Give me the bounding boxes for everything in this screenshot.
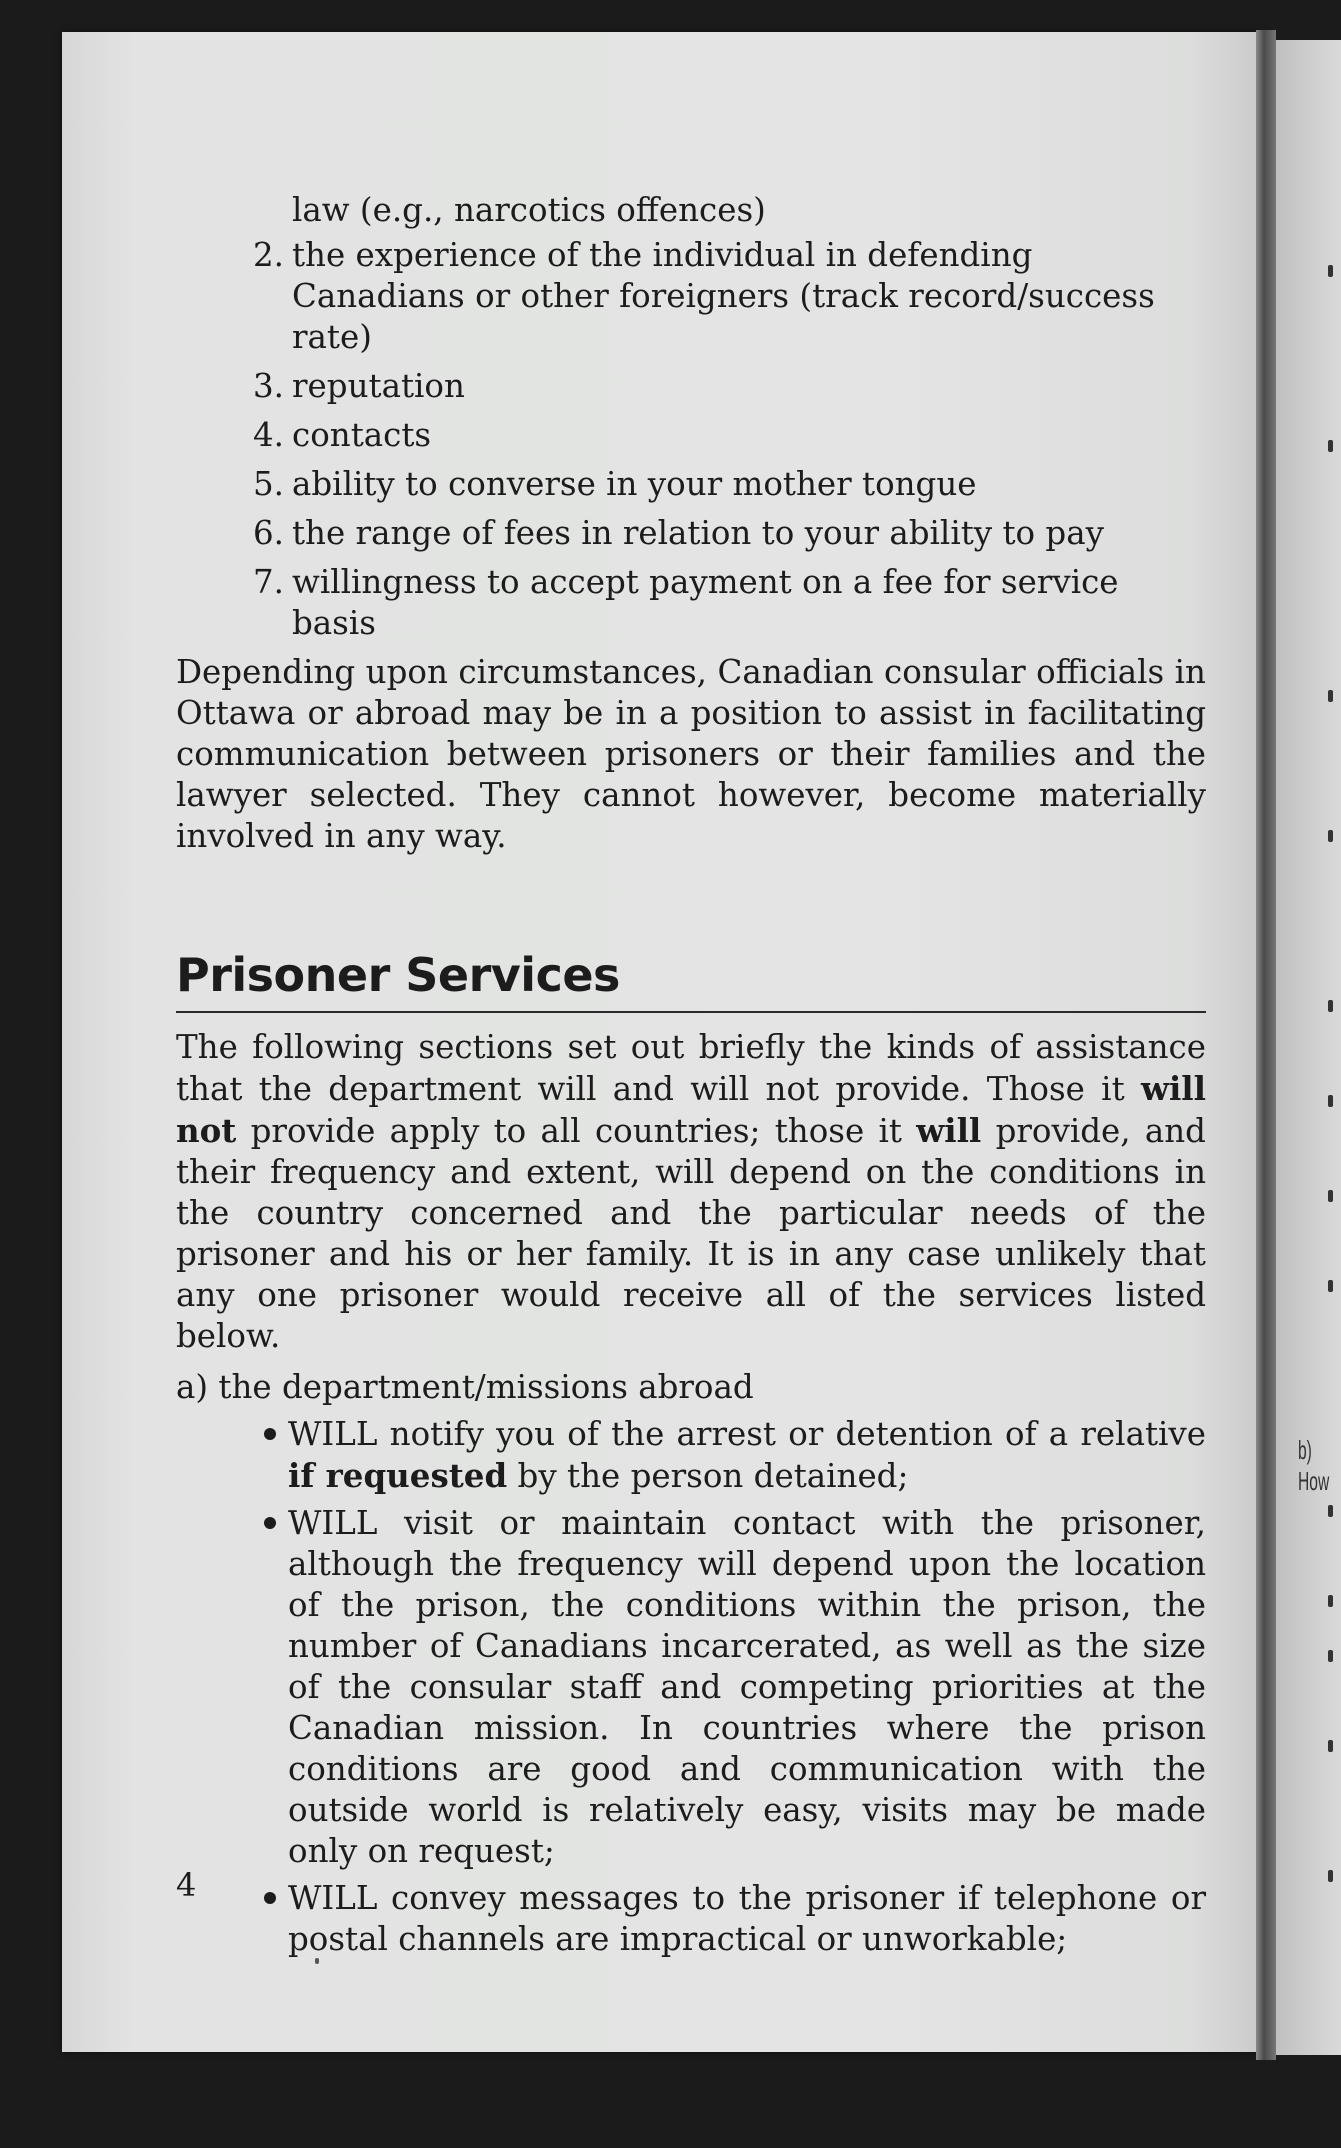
subsection-label: a) the department/missions abroad	[176, 1368, 754, 1406]
consular-paragraph: Depending upon circumstances, Canadian consular officials in Ottawa or abroad may be in a position to assist in facilitating communication between prisoners or their families and the lawyer selected. They cannot however, become materially involved in any way.	[176, 653, 1206, 855]
list-item: 4. contacts	[252, 416, 432, 454]
facing-page-edge	[1276, 40, 1341, 2055]
list-item: 7. willingness to accept payment on a fee for service basis	[252, 563, 1119, 642]
bullet-mark	[1328, 1280, 1333, 1292]
page-body	[176, 190, 1206, 1966]
bullet-mark	[1328, 440, 1333, 452]
bullet-icon	[176, 1414, 288, 1497]
lawyer-criteria-list	[176, 235, 1206, 644]
book-gutter	[1256, 30, 1276, 2060]
bullet-mark	[1328, 1505, 1333, 1517]
bullet-mark	[1328, 1870, 1333, 1882]
list-continuation: law (e.g., narcotics offences)	[292, 191, 766, 229]
bullet-mark	[1328, 1740, 1333, 1752]
services-list	[176, 1414, 1206, 1960]
list-item: WILL visit or maintain contact with the prisoner, although the frequency will depend upon the location of the prison, the conditions within the prison, the number of Canadians incarcerated, as well as the size of the consular staff and competing priorities at the Canadian mission. In countries where the prison conditions are good and communication with the outside world is relatively easy, visits may be made only on request;	[176, 1503, 1206, 1872]
bullet-mark	[1328, 1000, 1333, 1012]
bullet-mark	[1328, 830, 1333, 842]
list-item: 6. the range of fees in relation to your ability to pay	[252, 514, 1104, 552]
list-item: WILL convey messages to the prisoner if telephone or postal channels are impractical or unworkable;	[176, 1878, 1206, 1960]
bullet-mark	[1328, 1595, 1333, 1607]
facing-page-text: b) How	[1298, 1435, 1330, 1496]
bullet-icon	[176, 1503, 288, 1872]
list-item: 3. reputation	[252, 367, 465, 405]
intro-paragraph: The following sections set out briefly the kinds of assistance that the department will and will not provide. Those it will not provide apply to all countries; those it will provide, and their frequency and extent, will depend on the conditions in the country concerned and the particular needs of the prisoner and his or her family. It is in any case unlikely that any one prisoner would receive all of the services listed below.	[176, 1028, 1206, 1355]
list-item: WILL notify you of the arrest or detention of a relative if requested by the person detained;	[176, 1414, 1206, 1497]
bullet-mark	[1328, 265, 1333, 277]
paper-speck	[315, 1958, 319, 1964]
list-item: 5. ability to converse in your mother tongue	[252, 465, 977, 503]
list-item: 2. the experience of the individual in defending Canadians or other foreigners (track record/success rate)	[252, 236, 1155, 356]
bullet-mark	[1328, 1650, 1333, 1662]
bullet-mark	[1328, 1190, 1333, 1202]
section-heading: Prisoner Services	[176, 949, 1206, 1013]
bullet-mark	[1328, 690, 1333, 702]
bullet-mark	[1328, 1095, 1333, 1107]
page-number: 4	[176, 1866, 197, 1904]
